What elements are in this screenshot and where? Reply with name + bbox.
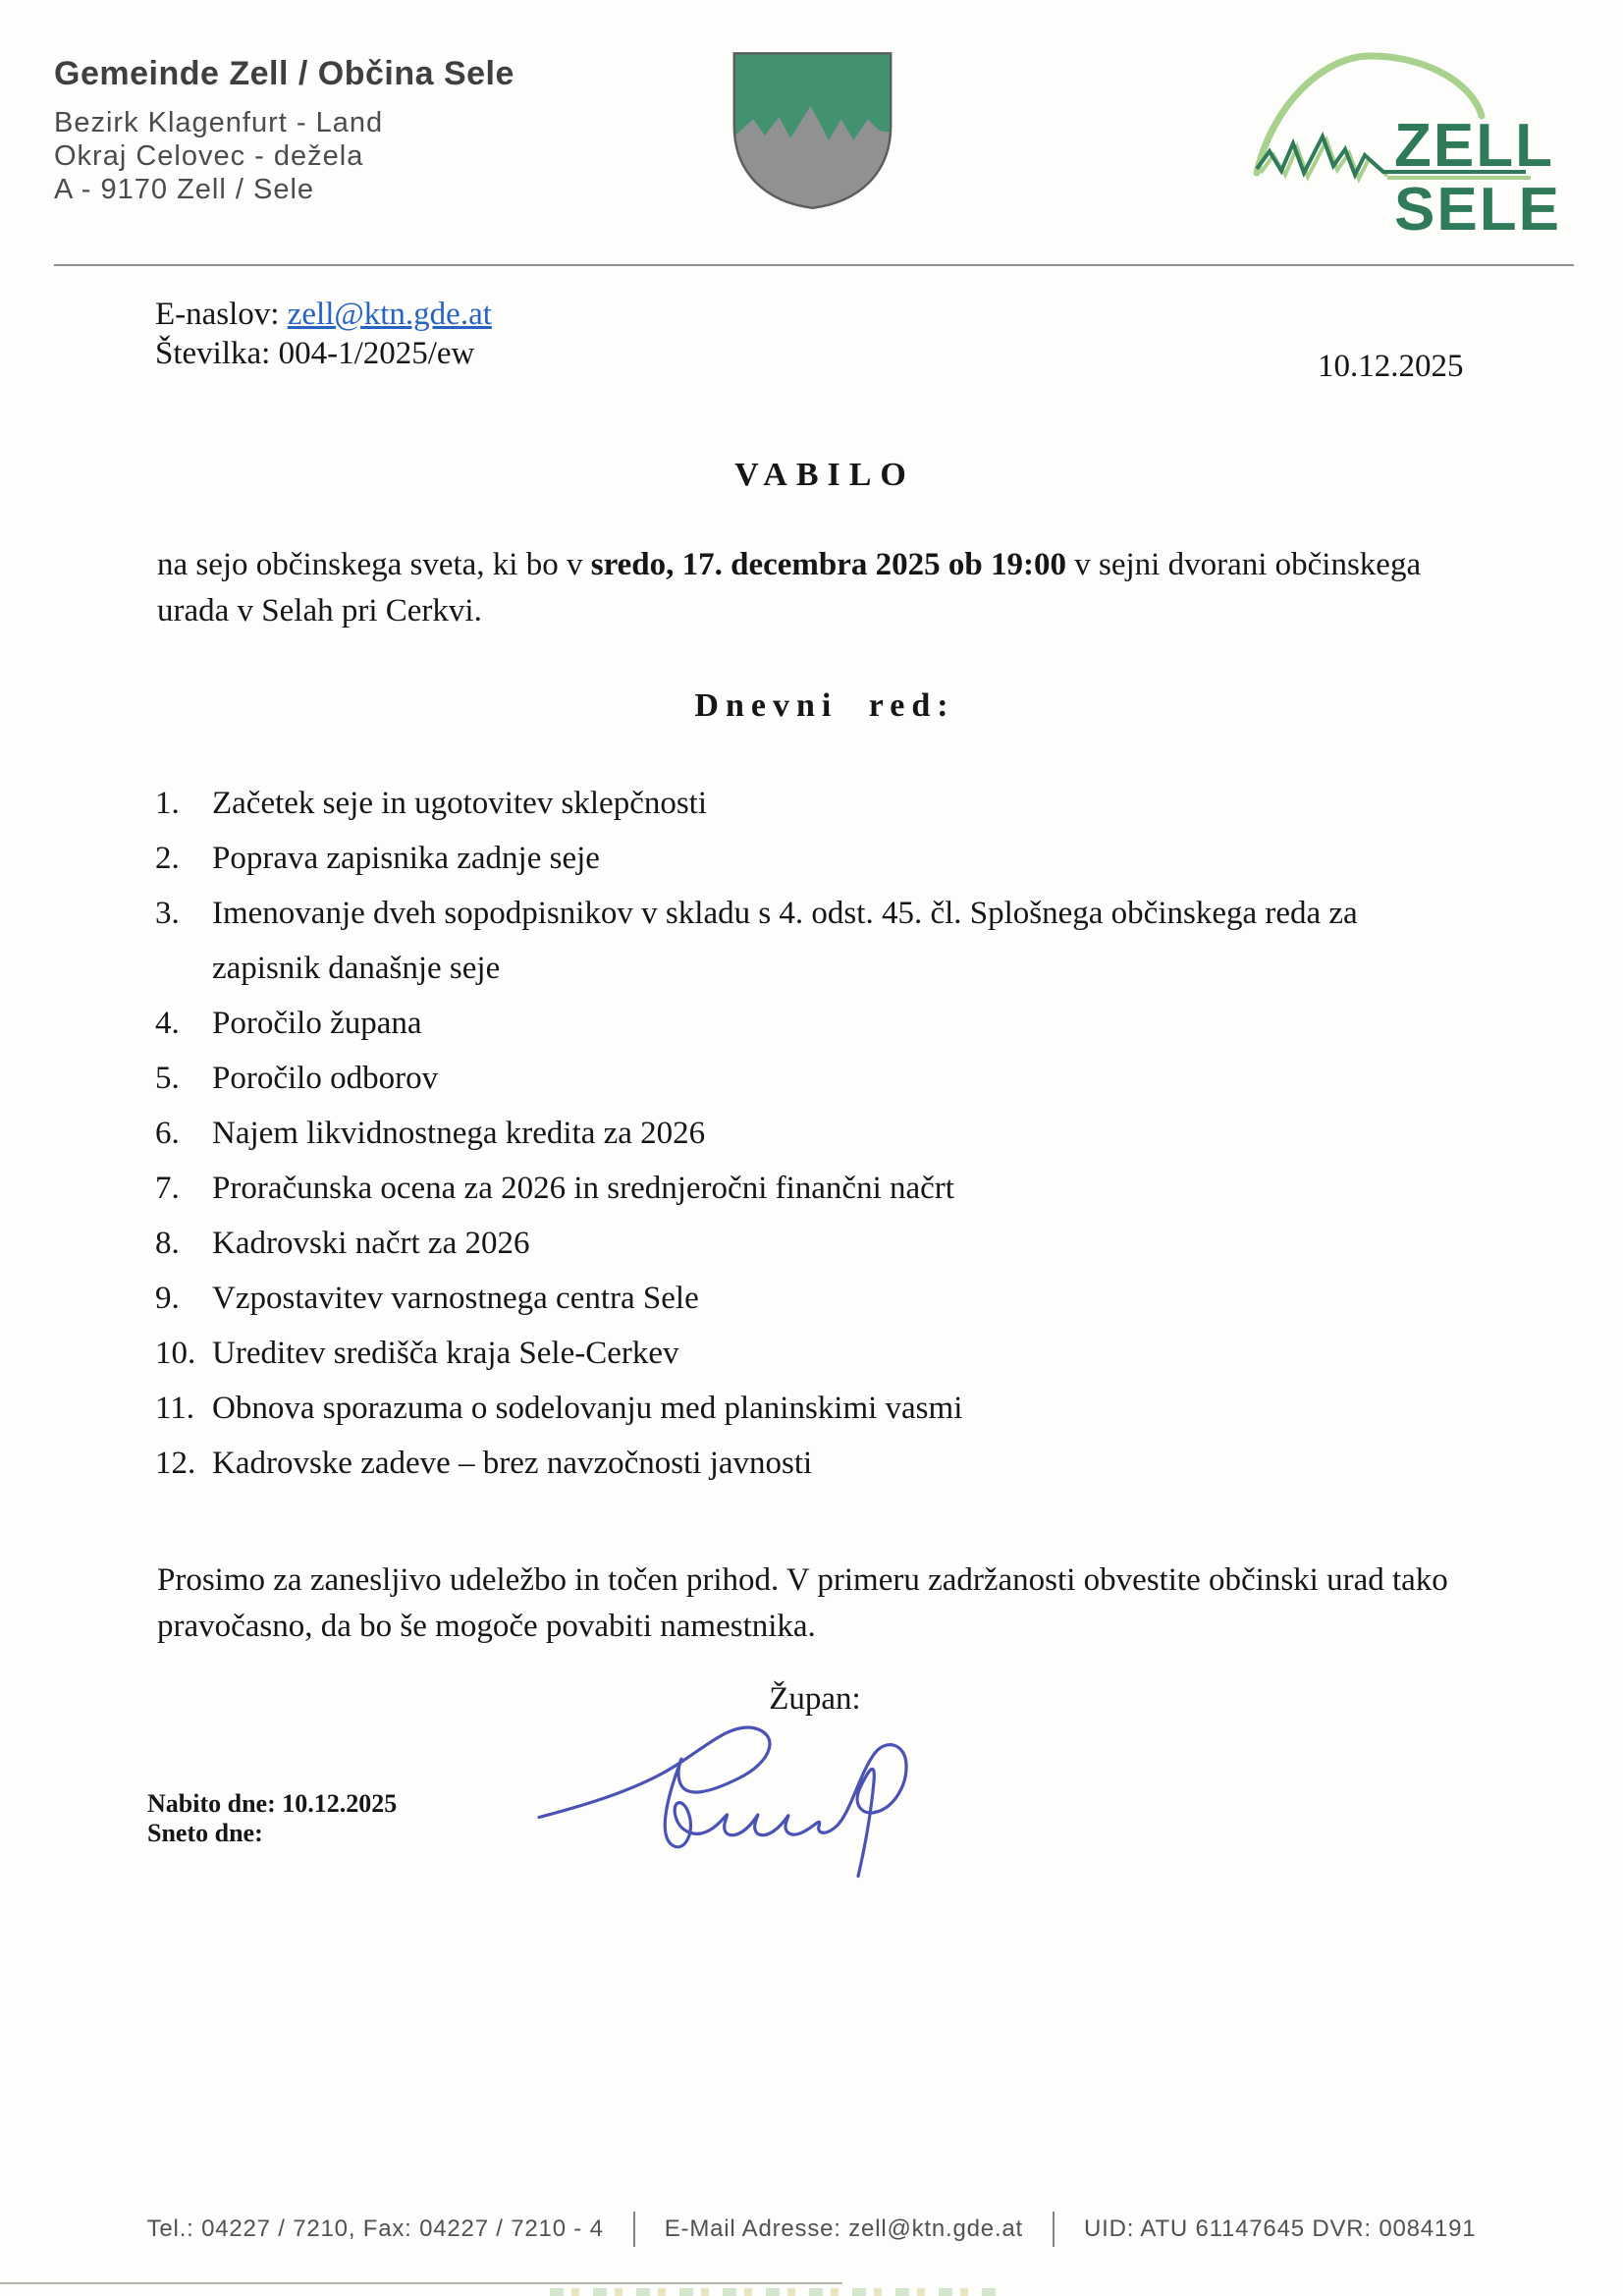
- reference-number-label: Številka:: [155, 336, 279, 371]
- agenda-item: [155, 1271, 1402, 1326]
- agenda-item: [155, 776, 1402, 831]
- agenda-item-number: 8.: [155, 1226, 180, 1261]
- agenda-item: [155, 831, 1402, 886]
- agenda-item: [155, 1381, 1402, 1436]
- municipality-logo: [1239, 33, 1568, 249]
- agenda-item: [155, 1436, 1402, 1491]
- intro-paragraph: [157, 542, 1497, 634]
- agenda-item: [155, 1051, 1402, 1106]
- email-link[interactable]: zell@ktn.gde.at: [287, 297, 492, 332]
- district-line-german: Bezirk Klagenfurt - Land: [54, 107, 384, 138]
- reference-number-row: [155, 334, 492, 373]
- agenda-item-number: 3.: [155, 896, 180, 931]
- posting-dates: [147, 1789, 397, 1848]
- agenda-item-number: 6.: [155, 1116, 180, 1151]
- email-row: [155, 295, 492, 334]
- agenda-item-text: Najem likvidnostnega kredita za 2026: [212, 1116, 706, 1151]
- mayor-label: Župan:: [769, 1681, 861, 1717]
- agenda-item: [155, 886, 1402, 996]
- posted-on-label: Nabito dne:: [147, 1789, 283, 1818]
- agenda-item-text: Poročilo župana: [212, 1006, 422, 1041]
- agenda-item-number: 5.: [155, 1061, 180, 1096]
- coat-of-arms: [727, 49, 898, 219]
- agenda-item-text: Ureditev središča kraja Sele-Cerkev: [212, 1336, 679, 1371]
- posted-on-row: [147, 1789, 397, 1819]
- scan-artifact-line: [0, 2282, 842, 2284]
- agenda-item-text: Kadrovski načrt za 2026: [212, 1226, 530, 1261]
- scan-artifact-text: [550, 2288, 1001, 2296]
- agenda-item-number: 2.: [155, 841, 180, 876]
- agenda-item-text: Začetek seje in ugotovitev sklepčnosti: [212, 786, 708, 821]
- agenda-list: [155, 776, 1402, 1491]
- agenda-item-text: Obnova sporazuma o sodelovanju med planinskimi vasmi: [212, 1391, 963, 1426]
- mayor-signature: [533, 1719, 926, 1895]
- signature-icon: [533, 1719, 926, 1890]
- agenda-item-number: 9.: [155, 1281, 180, 1316]
- closing-paragraph: Prosimo za zanesljivo udeležbo in točen prihod. V primeru zadržanosti obvestite občinski urad tako pravočasno, da bo še mogoče povabiti namestnika.: [157, 1562, 1448, 1644]
- postal-address-line: A - 9170 Zell / Sele: [54, 174, 315, 205]
- agenda-item: [155, 1216, 1402, 1271]
- footer-separator: [1053, 2212, 1055, 2247]
- agenda-item-text: Imenovanje dveh sopodpisnikov v skladu s 4. odst. 45. čl. Splošnega občinskega reda za zapisnik današnje seje: [212, 896, 1358, 986]
- agenda-item-number: 10.: [155, 1336, 196, 1371]
- agenda-item-text: Poprava zapisnika zadnje seje: [212, 841, 600, 876]
- agenda-item-number: 11.: [155, 1391, 195, 1426]
- agenda-item-number: 7.: [155, 1171, 180, 1206]
- footer-uid: UID: ATU 61147645 DVR: 0084191: [1084, 2215, 1477, 2242]
- sender-address-lines: [54, 106, 514, 206]
- letter-meta: [155, 295, 492, 373]
- logo-text-zell: ZELL: [1394, 112, 1554, 180]
- agenda-item: [155, 1106, 1402, 1161]
- agenda-item-number: 4.: [155, 1006, 180, 1041]
- reference-number-value: 004-1/2025/ew: [278, 336, 475, 371]
- meeting-datetime: sredo, 17. decembra 2025 ob 19:00: [590, 547, 1067, 582]
- intro-text-pre: na sejo občinskega sveta, ki bo v: [157, 547, 591, 582]
- letter-date: 10.12.2025: [1318, 349, 1464, 384]
- footer: [0, 2212, 1623, 2247]
- district-line-slovene: Okraj Celovec - dežela: [54, 140, 364, 172]
- document-title: VABILO: [734, 457, 915, 493]
- agenda-item-text: Vzpostavitev varnostnega centra Sele: [212, 1281, 699, 1316]
- removed-on-row: [147, 1819, 397, 1848]
- letterhead-sender: [54, 55, 514, 206]
- agenda-item-text: Kadrovske zadeve – brez navzočnosti javnosti: [212, 1446, 813, 1481]
- organization-name: Gemeinde Zell / Občina Sele: [54, 55, 514, 92]
- zell-sele-logo-icon: [1239, 33, 1568, 245]
- agenda-item-number: 12.: [155, 1446, 196, 1481]
- agenda-item-text: Proračunska ocena za 2026 in srednjeročni finančni načrt: [212, 1171, 954, 1206]
- agenda-item-number: 1.: [155, 786, 180, 821]
- email-label: E-naslov:: [155, 297, 288, 332]
- agenda-item: [155, 1326, 1402, 1381]
- removed-on-label: Sneto dne:: [147, 1819, 263, 1847]
- footer-separator: [633, 2212, 635, 2247]
- agenda-item: [155, 996, 1402, 1051]
- intro-text-post: v sejni dvorani občinskega urada v Selah pri Cerkvi.: [157, 547, 1422, 629]
- logo-text-sele: SELE: [1394, 176, 1561, 244]
- coat-of-arms-icon: [727, 49, 898, 214]
- agenda-heading: Dnevni red:: [694, 687, 955, 724]
- agenda-item: [155, 1161, 1402, 1216]
- posted-on-date: 10.12.2025: [282, 1789, 398, 1818]
- footer-phone: Tel.: 04227 / 7210, Fax: 04227 / 7210 - 4: [146, 2215, 604, 2242]
- header-divider: [54, 264, 1574, 266]
- footer-email: E-Mail Adresse: zell@ktn.gde.at: [664, 2215, 1024, 2242]
- agenda-item-text: Poročilo odborov: [212, 1061, 439, 1096]
